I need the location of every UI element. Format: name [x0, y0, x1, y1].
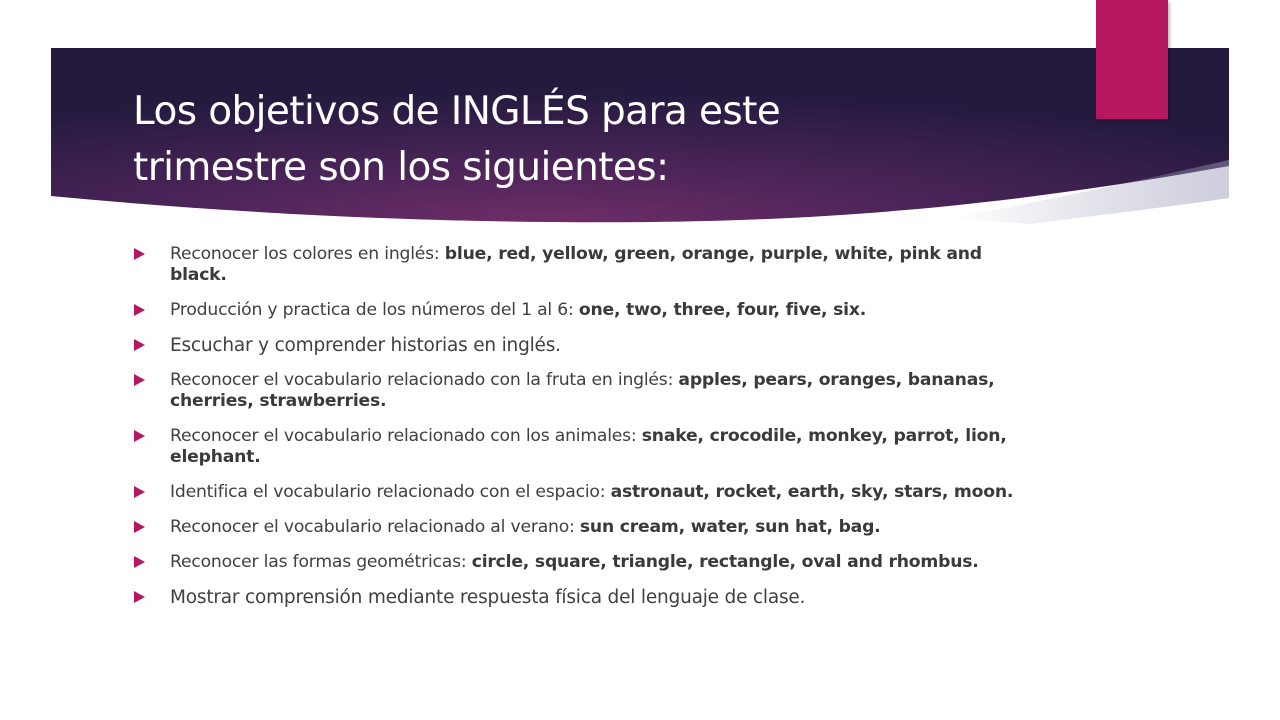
bullet-item: [132, 587, 1032, 608]
bullet-text: Identifica el vocabulario relacionado con el espacio:: [170, 482, 611, 502]
accent-tab: [1096, 0, 1168, 119]
bullet-text: Escuchar y comprender historias en inglés.: [170, 335, 561, 356]
triangle-bullet-icon: [134, 339, 145, 351]
bullet-bold-text: blue, red, yellow, green, orange, purple, white, pink and black.: [170, 244, 982, 285]
bullet-bold-text: circle, square, triangle, rectangle, oval and rhombus.: [471, 552, 979, 572]
bullet-bold-text: apples, pears, oranges, bananas, cherries, strawberries.: [170, 370, 995, 411]
bullet-item: [132, 482, 1032, 503]
triangle-bullet-icon: [134, 486, 145, 498]
bullet-list: [132, 244, 1032, 622]
triangle-bullet-icon: [134, 304, 145, 316]
bullet-text: Reconocer las formas geométricas:: [170, 552, 472, 572]
triangle-bullet-icon: [134, 521, 145, 533]
bullet-bold-text: astronaut, rocket, earth, sky, stars, moon.: [610, 482, 1014, 502]
triangle-bullet-icon: [134, 248, 145, 260]
triangle-bullet-icon: [134, 374, 145, 386]
bullet-item: [132, 244, 1032, 286]
bullet-text: Reconocer el vocabulario relacionado con la fruta en inglés:: [170, 370, 679, 390]
bullet-item: [132, 426, 1032, 468]
triangle-bullet-icon: [134, 591, 145, 603]
bullet-item: [132, 300, 1032, 321]
bullet-text: Producción y practica de los números del 1 al 6:: [170, 300, 579, 320]
bullet-text: Reconocer el vocabulario relacionado al verano:: [170, 517, 580, 537]
bullet-text: Reconocer el vocabulario relacionado con los animales:: [170, 426, 642, 446]
bullet-item: [132, 335, 1032, 356]
triangle-bullet-icon: [134, 556, 145, 568]
bullet-bold-text: snake, crocodile, monkey, parrot, lion, elephant.: [170, 426, 1007, 467]
bullet-item: [132, 370, 1032, 412]
slide-title: Los objetivos de INGLÉS para este trimestre son los siguientes:: [133, 89, 781, 190]
bullet-text: Mostrar comprensión mediante respuesta física del lenguaje de clase.: [170, 587, 806, 608]
bullet-item: [132, 517, 1032, 538]
triangle-bullet-icon: [134, 430, 145, 442]
bullet-text: Reconocer los colores en inglés:: [170, 244, 445, 264]
bullet-bold-text: sun cream, water, sun hat, bag.: [579, 517, 881, 537]
bullet-bold-text: one, two, three, four, five, six.: [578, 300, 867, 320]
bullet-item: [132, 552, 1032, 573]
